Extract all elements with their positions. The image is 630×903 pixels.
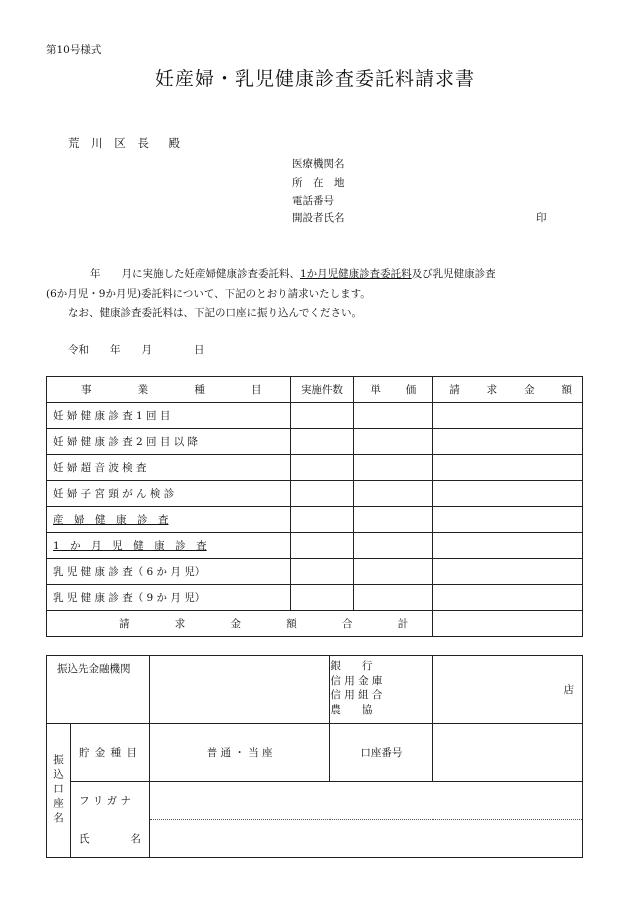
table-row	[47, 585, 583, 611]
total-label	[47, 611, 433, 637]
bank-institution-row	[47, 656, 583, 724]
account-name-label-char: 名	[130, 832, 141, 845]
amount-cell[interactable]	[433, 403, 583, 429]
header-count: 実施件数	[290, 377, 354, 403]
unit-price-cell[interactable]	[354, 585, 433, 611]
bank-name-cell[interactable]	[149, 656, 330, 724]
body-line-1	[90, 266, 496, 281]
unit-price-cell[interactable]	[354, 533, 433, 559]
document-title: 妊産婦・乳児健康診査委託料請求書	[154, 68, 475, 90]
header-item-char: 事	[81, 384, 92, 396]
phone-label: 電話番号	[292, 195, 334, 207]
count-cell[interactable]	[290, 481, 354, 507]
account-name-cell[interactable]	[149, 820, 582, 858]
branch-cell[interactable]	[433, 656, 583, 724]
amount-cell[interactable]	[433, 559, 583, 585]
count-cell[interactable]	[290, 533, 354, 559]
amount-cell[interactable]	[433, 507, 583, 533]
header-item-char: 種	[194, 384, 205, 396]
amount-cell[interactable]	[433, 481, 583, 507]
furigana-cell[interactable]	[149, 782, 582, 820]
total-label-char: 金	[230, 618, 241, 630]
deposit-type-label: 貯 金 種 目	[70, 724, 149, 782]
total-label-char: 合	[342, 618, 353, 630]
unit-price-cell[interactable]	[354, 507, 433, 533]
total-label-char: 求	[174, 618, 186, 630]
total-row	[47, 611, 583, 637]
header-amount-char: 請	[449, 384, 460, 396]
total-label-char: 請	[119, 618, 130, 630]
table-row	[47, 533, 583, 559]
table-row	[47, 559, 583, 585]
date-line: 令和 年 月 日	[68, 344, 205, 356]
branch-label: 店	[563, 684, 574, 696]
amount-cell[interactable]	[433, 429, 583, 455]
header-amount-char: 金	[524, 384, 535, 396]
form-number: 第10号様式	[46, 44, 102, 56]
row-label: 妊 婦 健 康 診 査 1 回 目	[47, 403, 291, 429]
body-line-2: (6か月児・9か月児)委託料について、下記のとおり請求いたします。	[46, 288, 371, 300]
row-label	[47, 507, 291, 533]
account-heading: 振込口座名	[47, 724, 71, 858]
deposit-type-value[interactable]: 普 通 ・ 当 座	[149, 724, 330, 782]
header-amount-char: 額	[561, 384, 572, 396]
founder-name-label: 開設者氏名	[292, 212, 345, 224]
bank-type-option: 農 協	[330, 703, 373, 716]
bank-institution-label: 振込先金融機関	[47, 656, 150, 724]
body-line-3: なお、健康診査委託料は、下記の口座に振り込んでください。	[68, 307, 362, 319]
account-number-cell[interactable]	[433, 724, 583, 782]
table-row	[47, 403, 583, 429]
amount-cell[interactable]	[433, 455, 583, 481]
row-label: 妊 婦 健 康 診 査 2 回 目 以 降	[47, 429, 291, 455]
amount-cell[interactable]	[433, 585, 583, 611]
table-row	[47, 455, 583, 481]
header-unit-price	[354, 377, 433, 403]
seal-mark: 印	[536, 212, 547, 224]
unit-price-cell[interactable]	[354, 403, 433, 429]
bank-type-option: 信 用 組 合	[330, 689, 383, 701]
header-amount	[433, 377, 583, 403]
institution-name-label: 医療機関名	[292, 158, 345, 170]
total-label-char: 額	[286, 618, 297, 630]
header-price-char: 価	[405, 384, 417, 396]
count-cell[interactable]	[290, 455, 354, 481]
address-label: 所 在 地	[292, 177, 345, 189]
deposit-type-row	[47, 724, 583, 782]
row-label	[47, 533, 291, 559]
amount-cell[interactable]	[433, 533, 583, 559]
count-cell[interactable]	[290, 585, 354, 611]
account-number-label: 口座番号	[330, 724, 433, 782]
table-row	[47, 429, 583, 455]
row-label-text: 1 か 月 児 健 康 診 査	[53, 540, 207, 552]
count-cell[interactable]	[290, 429, 354, 455]
table-row	[47, 507, 583, 533]
account-name-label-char: 氏	[78, 832, 90, 845]
row-label: 妊 婦 超 音 波 検 査	[47, 455, 291, 481]
row-label: 乳 児 健 康 診 査（ 6 か 月 児）	[47, 559, 291, 585]
header-item-char: 業	[137, 384, 149, 396]
furigana-row	[47, 782, 583, 820]
bank-transfer-table	[46, 655, 583, 858]
row-label: 妊 婦 子 宮 頸 が ん 検 診	[47, 481, 291, 507]
header-price-char: 単	[370, 384, 381, 396]
bank-type-list	[330, 656, 433, 724]
header-item	[47, 377, 291, 403]
unit-price-cell[interactable]	[354, 429, 433, 455]
account-name-label	[70, 820, 149, 858]
table-row	[47, 481, 583, 507]
row-label: 乳 児 健 康 診 査（ 9 か 月 児）	[47, 585, 291, 611]
unit-price-cell[interactable]	[354, 559, 433, 585]
count-cell[interactable]	[290, 403, 354, 429]
bank-type-option: 銀 行	[330, 660, 373, 672]
furigana-label: フ リ ガ ナ	[70, 782, 149, 820]
billing-table-header	[47, 377, 583, 403]
count-cell[interactable]	[290, 559, 354, 585]
bank-type-option: 信 用 金 庫	[330, 674, 383, 687]
body-line-1-underlined: 1か月児健康診査委託料	[300, 268, 412, 280]
addressee: 荒 川 区 長 殿	[68, 136, 184, 150]
header-item-char: 目	[251, 384, 262, 396]
unit-price-cell[interactable]	[354, 455, 433, 481]
billing-table	[46, 376, 583, 637]
body-line-1-suffix: 及び乳児健康診査	[411, 268, 496, 280]
unit-price-cell[interactable]	[354, 481, 433, 507]
header-amount-char: 求	[486, 384, 498, 396]
total-amount-cell[interactable]	[433, 611, 583, 637]
count-cell[interactable]	[290, 507, 354, 533]
body-line-1-prefix: 年 月に実施した妊産婦健康診査委託料、	[90, 268, 300, 280]
account-name-row	[47, 820, 583, 858]
row-label-text: 産 婦 健 康 診 査	[53, 514, 169, 526]
total-label-char: 計	[397, 618, 409, 630]
